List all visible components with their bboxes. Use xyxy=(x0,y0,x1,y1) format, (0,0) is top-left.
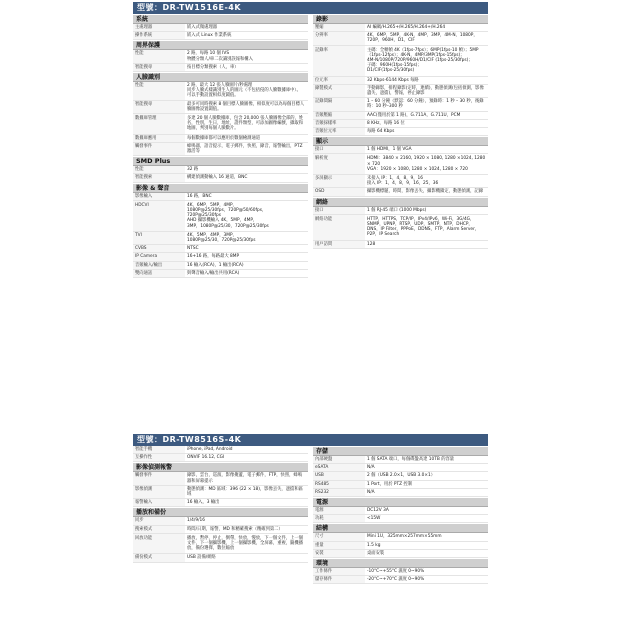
spec-label: 雙向通話 xyxy=(133,270,185,277)
spec-row xyxy=(313,128,488,136)
spec-label: 數據庫管理 xyxy=(133,114,185,134)
spec-row xyxy=(133,517,308,525)
spec-row xyxy=(313,472,488,480)
spec-label: 觸發事件 xyxy=(133,472,185,484)
spec-value: 1.5 kg xyxy=(367,542,381,548)
spec-row xyxy=(133,454,308,462)
spec-label: 智能搜尋 xyxy=(133,101,185,113)
spec-row xyxy=(313,188,488,196)
spec-label: 電源 xyxy=(313,507,365,514)
spec-row xyxy=(133,32,308,40)
spec-label: CVBS xyxy=(133,245,185,252)
spec-row xyxy=(133,232,308,245)
spec-row xyxy=(313,464,488,472)
spec-label: 工作條件 xyxy=(313,568,365,575)
spec-value: 手動錄影，排程錄影(定時，連續)，動態偵測(包括偵測，影像遺失，遮擋)，警報，停止錄影 xyxy=(367,85,484,97)
spec-label: RS232 xyxy=(313,489,365,496)
section-header: 周界保護 xyxy=(133,41,308,50)
spec-row xyxy=(313,207,488,215)
section-header: 顯示 xyxy=(313,137,488,146)
section-header: 電源 xyxy=(313,498,488,507)
spec-row xyxy=(313,120,488,128)
spec-value: iPhone, iPad, Android xyxy=(187,447,233,452)
spec-label: 回放功能 xyxy=(133,534,185,554)
spec-value: N/A xyxy=(367,489,375,495)
sheet1-right-column xyxy=(313,14,488,249)
spec-label: 儲存條件 xyxy=(313,576,365,583)
spec-label: 數據庫應用 xyxy=(133,135,185,142)
spec-row xyxy=(313,32,488,45)
spec-value: 按目標分類搜索（人，車） xyxy=(187,64,239,70)
spec-value: 最多可同時搜索 8 個目標人臉圖像，相似度可以為每個目標人臉圖像設置閾值。 xyxy=(187,101,305,112)
spec-row xyxy=(313,489,488,497)
spec-row xyxy=(133,499,308,507)
spec-value: 1 個 HDMI，1 個 VGA xyxy=(367,147,412,153)
spec-row xyxy=(313,46,488,77)
spec-value: 2 路，最大 12 張人臉圖片/秒處理 同步人臉式樣識別生人的圖元（不包括侵的人臉數據庫中）。 可以手動設置相似度閾值。 xyxy=(187,83,301,99)
spec-value: 8 KHz，每路 16 位 xyxy=(367,120,405,126)
spec-value: 1/4/9/16 xyxy=(187,518,206,524)
section-header: 結構 xyxy=(313,524,488,533)
spec-label: 性能 xyxy=(133,166,185,173)
spec-value: AAC(僅用於第 1 路)，G.711A，G.711U，PCM xyxy=(367,112,461,118)
spec-row xyxy=(133,253,308,261)
section-header: 網絡 xyxy=(313,198,488,207)
spec-label: 同步 xyxy=(133,517,185,524)
section-header: 影像 & 聲音 xyxy=(133,184,308,193)
spec-value: DC12V 3A xyxy=(367,508,389,514)
spec-label: 位元率 xyxy=(313,77,365,84)
spec-value: ONVIF 16.12, CGI xyxy=(187,455,225,461)
spec-row xyxy=(133,24,308,32)
spec-label: 安裝 xyxy=(313,550,365,557)
spec-row xyxy=(313,24,488,32)
spec-value: 2 個（USB 2.0×1，USB 3.0×1） xyxy=(367,473,435,479)
spec-value: 16 輸入(RCA)，1 輸出(RCA) xyxy=(187,262,244,268)
spec-value: 動態偵測：MD 區域：396 (22 × 18)，影像丟失，遮擋和區域 xyxy=(187,486,303,498)
spec-row xyxy=(133,135,308,143)
spec-row xyxy=(313,550,488,558)
spec-value: 構建偵測動輸入 16 通道，BNC xyxy=(187,175,248,181)
spec-row xyxy=(133,262,308,270)
spec-value: <15W xyxy=(367,516,381,522)
spec-row xyxy=(133,64,308,72)
sheet2-right-column xyxy=(313,446,488,584)
spec-value: 每個數據庫都可以應用於數個檢測通道 xyxy=(187,135,261,141)
section-header: 錄影 xyxy=(313,15,488,24)
spec-row xyxy=(313,576,488,584)
spec-value: AI 編碼/H.265+/H.265/H.264+/H.264 xyxy=(367,25,446,30)
spec-row xyxy=(133,554,308,562)
spec-row xyxy=(133,534,308,555)
spec-label: 網絡功能 xyxy=(313,215,365,240)
spec-label: 音頻位元率 xyxy=(313,128,365,135)
spec-label: 功耗 xyxy=(313,515,365,522)
spec-row xyxy=(133,82,308,101)
spec-value: HDMI：3840 × 2160, 1920 × 1080, 1280 ×1024, 1280 × 720 VGA：1920 × 1080, 1280 × 1024, 1280 × 720 xyxy=(367,156,486,172)
spec-label: RS485 xyxy=(313,481,365,488)
spec-label: 多屏顯示 xyxy=(313,175,365,187)
spec-row xyxy=(313,241,488,249)
section-header: 環境 xyxy=(313,559,488,568)
spec-value: 錄影，雲台，巡演，影像掩蓋，電子郵件，FTP，快照，蜂鳴器和屏幕提示 xyxy=(187,473,303,484)
spec-row xyxy=(133,114,308,135)
spec-label: 影像偵測 xyxy=(133,486,185,498)
spec-label: 音頻壓縮 xyxy=(313,112,365,119)
spec-value: 1 – 60 分鐘（默認：60 分鐘），預錄時：1 秒 – 30 秒，後錄時：10 秒–300 秒 xyxy=(367,99,484,110)
spec-value: 128 xyxy=(367,241,376,247)
spec-row xyxy=(313,215,488,241)
spec-label: 智能搜索 xyxy=(133,174,185,181)
spec-value: 多達 20 個人臉數據庫，包含 20,000 張人臉圖像全部的，姓名，性別，生日，地址，證件類型，可添加圖像編號，擷取和地圖，判別每個人臉數片。 xyxy=(187,116,304,132)
spec-label: eSATA xyxy=(313,464,365,471)
spec-value: 4K，5MP，4MP，3MP， 1080P@25/30，720P@25/30fps xyxy=(187,232,256,244)
spec-value: NTSC xyxy=(187,246,199,252)
spec-value: 16 路，BNC xyxy=(187,193,212,199)
spec-label: 分辨率 xyxy=(313,32,365,44)
spec-value: 2 路，每路 10 個 IVS 物體分類人/車二次識別誤報和構入 xyxy=(187,51,253,62)
spec-row xyxy=(313,146,488,154)
spec-value: 16+16 路，每路最大 8MP xyxy=(187,254,240,260)
spec-label: 尺寸 xyxy=(313,533,365,540)
spec-label: 記錄間隔 xyxy=(313,98,365,110)
spec-label: IP Camera xyxy=(133,253,185,260)
spec-value: 4K，6MP，5MP，4K-N，4MP，3MP，4M-N，1080P，720P，960H，D1，CIF xyxy=(367,33,478,44)
spec-label: 接口 xyxy=(313,207,365,214)
spec-row xyxy=(133,472,308,485)
spec-value: 攝影機標題，時間，影像丟失，攝影機鎖定，動態偵測，記錄 xyxy=(367,189,484,195)
spec-row xyxy=(313,507,488,515)
spec-label: 影像輸入 xyxy=(133,193,185,200)
spec-row xyxy=(133,101,308,114)
spec-label: 錄製模式 xyxy=(313,85,365,97)
spec-row xyxy=(313,112,488,120)
spec-value: N/A xyxy=(367,465,375,471)
spec-row xyxy=(313,154,488,175)
spec-value: 每路 64 Kbps xyxy=(367,129,395,135)
spec-value: HTTP，HTTPS，TCP/IP，IPv4/IPv6，Wi-Fi，3G/4G，SNMP，UPNP，RTSP，UDP，SMTP，NTP，DHCP，DNS，IP Filter，PPPoE，DDNS，FTP，Alarm Server，P2P，IP Search xyxy=(367,216,480,238)
spec-row xyxy=(133,143,308,156)
spec-label: 性能 xyxy=(133,82,185,100)
spec-label: 解析度 xyxy=(313,154,365,174)
spec-row xyxy=(313,456,488,464)
spec-label: TVI xyxy=(133,232,185,244)
spec-value: 32 Kbps-6144 Kbps 每路 xyxy=(367,77,419,83)
spec-value: 1 Port，用於 PTZ 控制 xyxy=(367,481,412,487)
spec-row xyxy=(133,446,308,454)
spec-value: 與聲音輸入/輸出共用(RCA) xyxy=(187,270,240,276)
sheet1-left-column xyxy=(133,14,308,278)
spec-label: 接口 xyxy=(313,146,365,153)
model-title-1: 型號：DR-TW1516E-4K xyxy=(133,2,488,14)
spec-label: 互操作性 xyxy=(133,454,185,461)
model-title-2: 型號：DR-TW8516S-4K xyxy=(133,434,488,446)
spec-value: -10°C~+55°C 濕度 0~90% xyxy=(367,569,425,575)
spec-value: 桌面安裝 xyxy=(367,550,385,556)
spec-label: 備份模式 xyxy=(133,554,185,561)
spec-value: 1 個 RJ-45 端口 (1000 Mbps) xyxy=(367,207,427,213)
spec-row xyxy=(313,175,488,188)
spec-row xyxy=(133,270,308,278)
spec-label: 智能搜尋 xyxy=(133,64,185,71)
section-header: SMD Plus xyxy=(133,157,308,166)
spec-row xyxy=(133,174,308,182)
section-header: 影像偵測報警 xyxy=(133,463,308,472)
spec-label: 用戶訪問 xyxy=(313,241,365,248)
spec-value: 4K，6MP，5MP，4MP， 1080P@25/30fps，720P@50/60fps， 720P@25/30fps AHD 攝影機輸入 4K，5MP，4MP， 3MP，1080P@25/30，720P@25/30fps xyxy=(187,202,269,229)
spec-label: 搜索模式 xyxy=(133,526,185,533)
section-header: 系統 xyxy=(133,15,308,24)
spec-value: Mini 1U，325mm×257mm×55mm xyxy=(367,534,442,540)
spec-label: USB xyxy=(313,472,365,479)
spec-label: 壓縮 xyxy=(313,24,365,31)
spec-row xyxy=(133,526,308,534)
sheet2-left-column xyxy=(133,446,308,563)
spec-label: 音頻採樣率 xyxy=(313,120,365,127)
spec-value: 時間/日期，報警，MD 和精確搜索（精確到第二） xyxy=(187,526,283,532)
spec-label: 智能手機 xyxy=(133,446,185,453)
spec-label: 報警輸入 xyxy=(133,499,185,506)
spec-value: 嵌入式微處理器 xyxy=(187,25,218,30)
spec-value: 32 路 xyxy=(187,167,199,173)
spec-row xyxy=(313,98,488,111)
spec-sheet-2 xyxy=(133,434,488,584)
spec-label: HDCVI xyxy=(133,201,185,231)
spec-row xyxy=(133,193,308,201)
spec-row xyxy=(133,486,308,499)
spec-value: 16 輸入，3 輸出 xyxy=(187,500,220,506)
section-header: 存儲 xyxy=(313,447,488,456)
spec-sheet-1 xyxy=(133,2,488,278)
spec-label: 重量 xyxy=(313,542,365,549)
spec-label: 主處理器 xyxy=(133,24,185,31)
spec-label: OSD xyxy=(313,188,365,195)
spec-row xyxy=(313,481,488,489)
section-header: 人臉識別 xyxy=(133,73,308,82)
spec-value: 未接入 IP：1，4，8，9，16 接入 IP：1，4，8，9，16，25，36 xyxy=(367,176,439,187)
spec-row xyxy=(313,515,488,523)
spec-row xyxy=(313,542,488,550)
section-header: 播放和備份 xyxy=(133,508,308,517)
spec-label: 記錄率 xyxy=(313,46,365,76)
spec-row xyxy=(313,85,488,98)
spec-row xyxy=(133,245,308,253)
spec-value: 1 個 SATA 端口，每個碟盤高達 10TB 的容量 xyxy=(367,457,455,462)
spec-value: -20°C~+70°C 濕度 0~90% xyxy=(367,577,425,583)
spec-value: 嵌入式 Linux 作業系統 xyxy=(187,33,232,39)
spec-value: 主碼：全幀幀 4K（1fps-7fps）；6MP(1fps-10 幀）；5MP（1fps-12fps）；4K-N，4MP/3MP(1fps-15fps)； 4M-N/1080P/720P/960H/D1/CIF (1fps-25/30fps)； 子碼：960H(1fps-15fps)； D1/CIF(1fps-25/30fps) xyxy=(367,47,479,74)
spec-label: 觸發事件 xyxy=(133,143,185,155)
spec-row xyxy=(313,533,488,541)
spec-row xyxy=(133,50,308,63)
spec-value: USB 設備/網絡 xyxy=(187,555,216,561)
spec-value: 蜂鳴器，語音提示，電子郵件，快照，錄音，報警輸出，PTZ 激活等 xyxy=(187,143,303,155)
spec-row xyxy=(313,77,488,85)
spec-row xyxy=(133,201,308,232)
spec-label: 操作系統 xyxy=(133,32,185,39)
spec-row xyxy=(133,166,308,174)
spec-label: 性能 xyxy=(133,50,185,62)
spec-label: 音頻輸入/輸出 xyxy=(133,262,185,269)
spec-row xyxy=(313,568,488,576)
spec-value: 播放，暫停，停止，倒帶，快放，慢放，下一個文件，上一個文件，下一個攝影機，上一個攝影機，全屏幕，重複，隨機播放，備份選擇，數位縮放 xyxy=(187,535,304,552)
spec-label: 內部硬盤 xyxy=(313,456,365,463)
